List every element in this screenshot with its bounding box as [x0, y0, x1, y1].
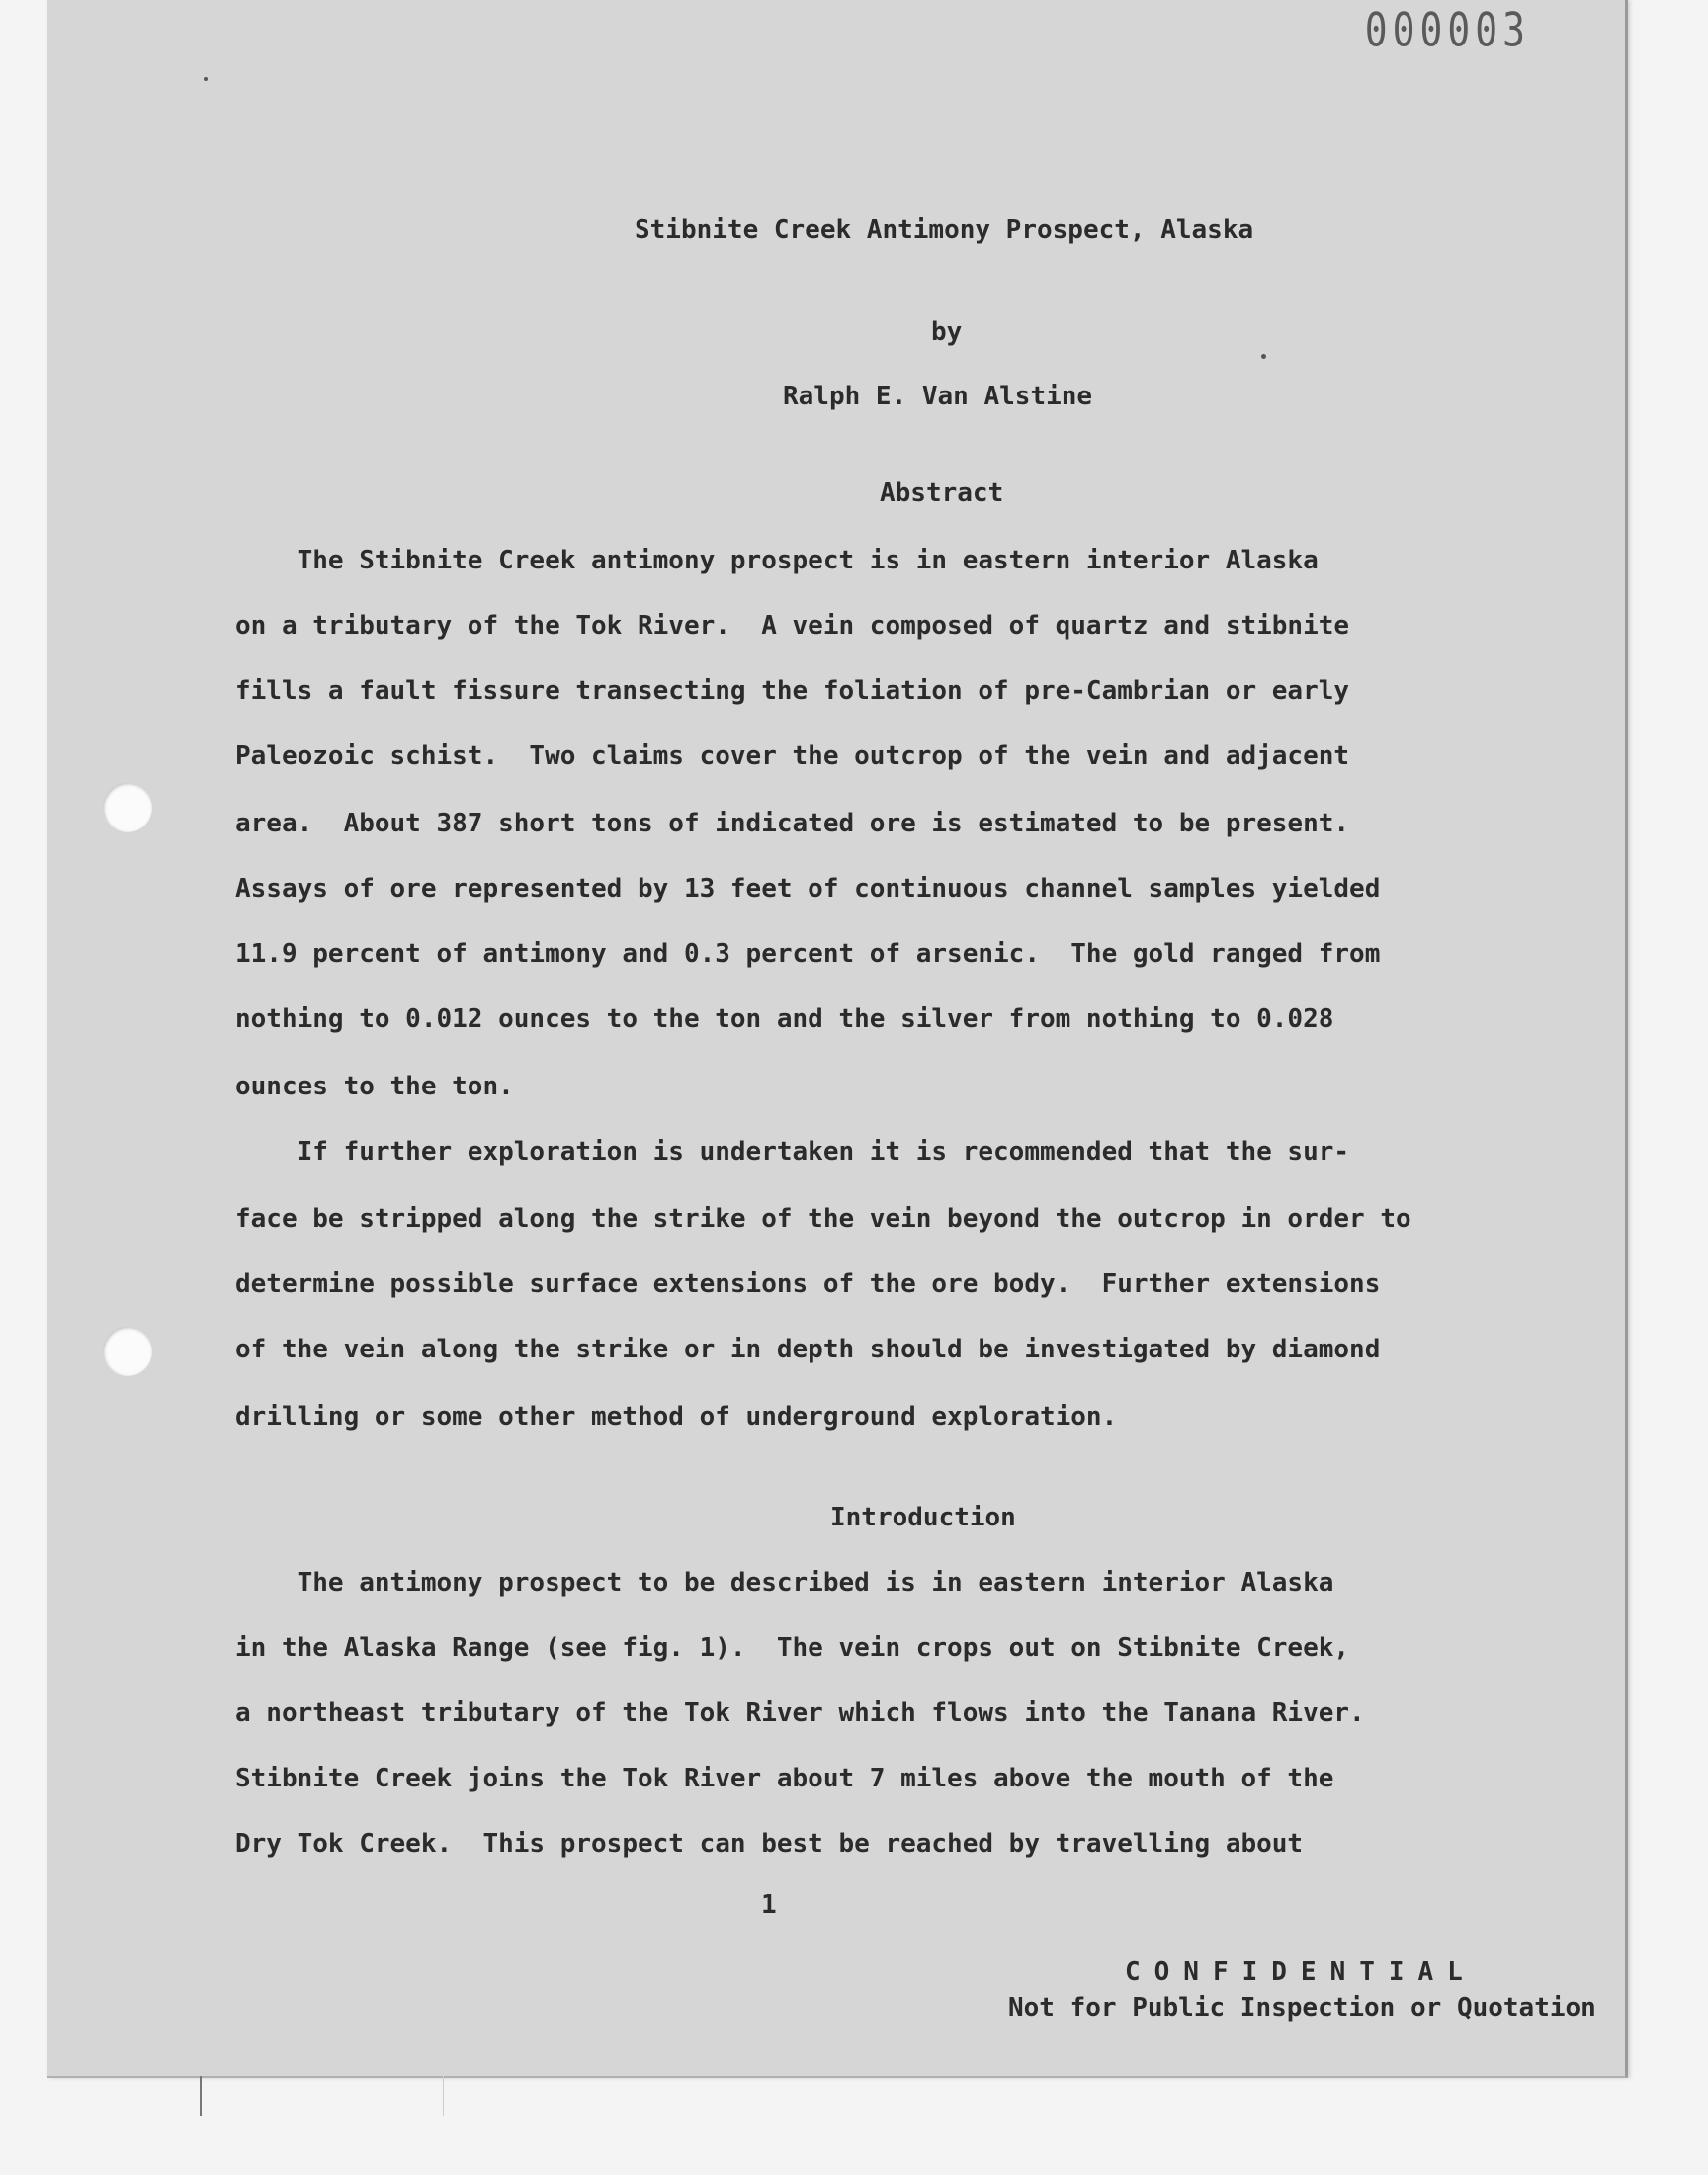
abstract-line: The Stibnite Creek antimony prospect is in eastern interior Alaska — [235, 546, 1319, 575]
abstract-line: fills a fault fissure transecting the foliation of pre-Cambrian or early — [235, 676, 1350, 706]
abstract-line: face be stripped along the strike of the vein beyond the outcrop in order to — [235, 1204, 1411, 1234]
intro-line: Stibnite Creek joins the Tok River about 7 miles above the mouth of the — [235, 1764, 1334, 1793]
page-id-stamp: 000003 — [1364, 2, 1530, 57]
introduction-heading: Introduction — [830, 1503, 1016, 1532]
byline-by: by — [931, 317, 963, 347]
abstract-line: area. About 387 short tons of indicated ore is estimated to be present. — [235, 809, 1350, 838]
paper-speck — [1261, 354, 1266, 359]
intro-line: Dry Tok Creek. This prospect can best be reached by travelling about — [235, 1829, 1304, 1859]
intro-line: in the Alaska Range (see fig. 1). The vein crops out on Stibnite Creek, — [235, 1633, 1350, 1663]
page-number: 1 — [761, 1890, 777, 1920]
abstract-line: drilling or some other method of underground exploration. — [235, 1402, 1118, 1432]
punch-hole-top — [103, 783, 152, 832]
punch-hole-bottom — [103, 1327, 152, 1376]
abstract-line: of the vein along the strike or in depth should be investigated by diamond — [235, 1335, 1381, 1364]
abstract-line: 11.9 percent of antimony and 0.3 percent of arsenic. The gold ranged from — [235, 939, 1381, 969]
abstract-line: ounces to the ton. — [235, 1072, 514, 1101]
restriction-notice: Not for Public Inspection or Quotation — [1008, 1993, 1596, 2023]
document-title: Stibnite Creek Antimony Prospect, Alaska — [635, 216, 1254, 245]
scan-edge-mark — [443, 2076, 444, 2116]
abstract-line: on a tributary of the Tok River. A vein composed of quartz and stibnite — [235, 611, 1350, 641]
abstract-line: If further exploration is undertaken it is recommended that the sur- — [235, 1137, 1350, 1167]
abstract-heading: Abstract — [880, 478, 1004, 508]
paper-speck — [204, 77, 208, 81]
intro-line: a northeast tributary of the Tok River which flows into the Tanana River. — [235, 1698, 1365, 1728]
abstract-line: Assays of ore represented by 13 feet of continuous channel samples yielded — [235, 874, 1381, 904]
author-name: Ralph E. Van Alstine — [783, 382, 1093, 411]
intro-line: The antimony prospect to be described is in eastern interior Alaska — [235, 1568, 1334, 1598]
scan-edge-mark — [200, 2076, 202, 2116]
abstract-line: determine possible surface extensions of the ore body. Further extensions — [235, 1269, 1381, 1299]
confidential-label: CONFIDENTIAL — [1125, 1958, 1477, 1987]
abstract-line: nothing to 0.012 ounces to the ton and the silver from nothing to 0.028 — [235, 1004, 1334, 1034]
abstract-line: Paleozoic schist. Two claims cover the outcrop of the vein and adjacent — [235, 741, 1350, 771]
